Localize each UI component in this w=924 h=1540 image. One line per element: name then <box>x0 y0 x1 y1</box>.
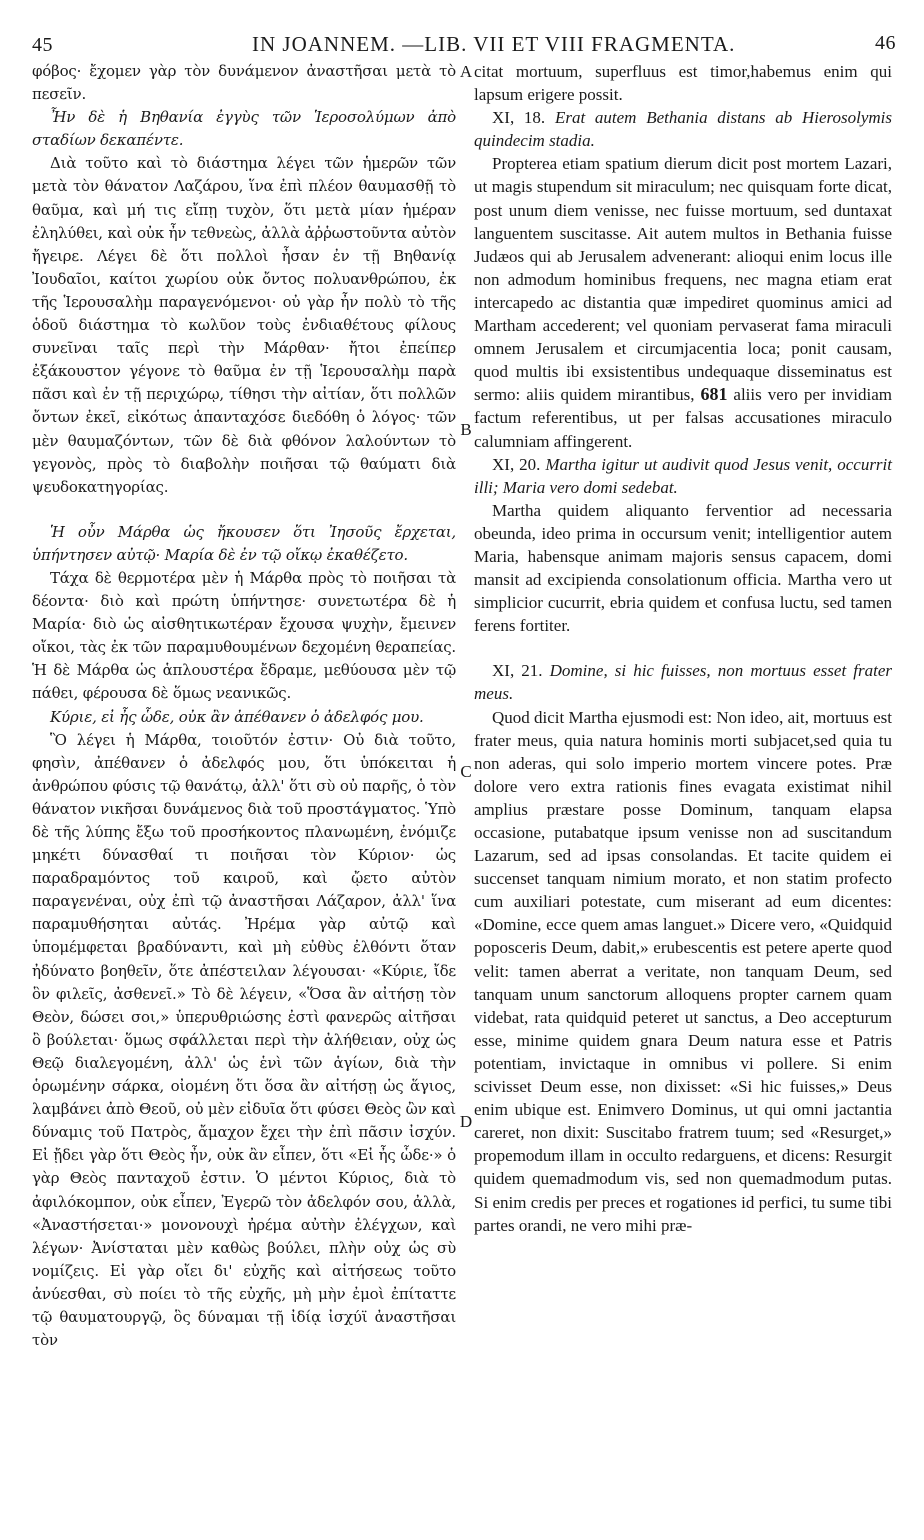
latin-lemma: Erat autem Bethania distans ab Hierosolymis quindecim stadia. <box>474 108 892 151</box>
greek-column <box>32 60 456 1352</box>
greek-paragraph: Διὰ τοῦτο καὶ τὸ διάστημα λέγει τῶν ἡμερῶν τῶν μετὰ τὸν θάνατον Λαζάρου, ἵνα ἐπὶ πλέον θαυμασθῇ τὸ θαῦμα, καὶ μή τις εἴπῃ τυχὸν, ὅτι μετὰ μίαν ἡμέραν ἐληλύθει, καὶ οὐκ ἦν τεθνεὼς, ἀλλὰ ἀῤῥωστοῦντα αὐτὸν ἤγειρε. Λέγει δὲ ὅτι πολλοὶ ἦσαν ἐν τῇ Βηθανίᾳ Ἰουδαῖοι, καίτοι χωρίου οὐκ ὄντος πολυανθρώπου, ἐκ τῆς Ἱερουσαλὴμ παραγενόμενοι· οὐ γὰρ ἦν πολὺ τὸ τῆς ὁδοῦ διάστημα τὸ κωλῦον τοὺς ἐνδιαθέτους φίλους συνεῖναι ταῖς περὶ τὴν Μάρθαν· ἤτοι ἐπείπερ ἐξάκουστον γέγονε τὸ θαῦμα ἐν τῇ Ἱερουσαλὴμ παρὰ πᾶσι καὶ ἐν τῇ περιχώρῳ, τίθησι τὴν αἰτίαν, ὅτι πολλῶν ὄντων ἐκεῖ, εἰκότως ἁπανταχόσε διεδόθη ὁ λόγος· τῶν μὲν θαυμαζόντων, τῶν δὲ διὰ φθόνον λαλούντων τὸ γεγονὸς, πρὸς τὸ διαβολὴν ποιῆσαι τῷ θαύματι διὰ ψευδοκατηγορίας. <box>32 154 456 496</box>
running-title: IN JOANNEM. —LIB. VII ET VIII FRAGMENTA. <box>252 32 736 56</box>
page-number-left: 45 <box>32 34 53 56</box>
latin-lemma: Martha igitur ut audivit quod Jesus venit, occurrit illi; Maria vero domi sedebat. <box>474 454 892 497</box>
greek-lemma: Κύριε, εἰ ἦς ὧδε, οὐκ ἂν ἀπέθανεν ὁ ἀδελφός μου. <box>50 707 424 726</box>
greek-lemma: Ἡ οὖν Μάρθα ὡς ἤκουσεν ὅτι Ἰησοῦς ἔρχεται, ὑπήντησεν αὐτῷ· Μαρία δὲ ἐν τῷ οἴκῳ ἐκαθέζετο. <box>32 522 456 564</box>
margin-letter-d: D <box>459 1112 473 1131</box>
column-number: 681 <box>700 384 728 405</box>
latin-paragraph: Propterea etiam spatium dierum dicit post mortem Lazari, ut magis stupendum sit miraculum; nec quisquam forte dicat, post unum diem venisse, nec fuisse mortuum, sed duntaxat languentem suscitasse. Ait autem multos in Bethania fuisse Judæos qui ab Jerusalem advenerant: alioqui enim locus ille non admodum hominibus frequens, nec magna etiam erat intercapedo ac distantia quæ impediret quominus amici ad Martham accederent; vel quoniam pervaserat fama miraculi omnem Jerusalem et circumjacentia loca; ponit causam, quod multis ibi exsistentibus undequaque disseminatus est sermo: aliis quidem mirantibus, <box>474 154 892 405</box>
latin-lemma: Domine, si hic fuisses, non mortuus esset frater meus. <box>474 661 892 704</box>
latin-paragraph: Quod dicit Martha ejusmodi est: Non ideo, ait, mortuus est frater meus, quia natura hominis morti subjacet,sed quia tu non aderas, qui solo imperio mortem vincere potes. Præ dolore vero extra rationis fines evagata existimat nihil amplius præstare posse Dominum, tanquam elapsa occasione, putabatque ipsum venisse non ad suscitandum Lazarum, sed ad ipsas consolandas. Et tacite quidem ei succenset tanquam nimium morato, et non statim profecto cum auxiliari potestate, cum miserant ad eum dicentes: «Domine, ecce quem amas languet.» Dicere vero, «Quidquid poposceris Deum, dabit,» erubescentis est petere aperte quod velit: tamen aberrat a veritate, non tanquam Deum, sed tanquam unum sanctorum alloquens propter carnem quam videbat, rata quidquid peteret ut sanctus, a Deo accepturum esse, minime quidem gnara Deum natura esse et Patris potentiam, invictaque in omnibus vi pollere. Si enim scivisset Deum esse, non dixisset: «Si hic fuisses,» Deus enim ubique est. Enimvero Dominus, ut qui omni jactantia careret, non dixit: Suscitabo fratrem tuum; sed «Resurget,» propemodum illam in occulto redarguens, et dicens: Resurgit quidem quemadmodum vis, sed non quemadmodum putas. Si enim credis per preces et rogationes id perfici, tu sume tibi partes orandi, ne vero mihi præ- <box>474 707 892 1235</box>
margin-letter-b: B <box>460 420 472 439</box>
greek-paragraph: Ὃ λέγει ἡ Μάρθα, τοιοῦτόν ἐστιν· Οὐ διὰ τοῦτο, φησὶν, ἀπέθανεν ὁ ἀδελφός μου, ὅτι ὑπόκειται ἡ ἀνθρώπου φύσις τῷ θανάτῳ, ἀλλ' ὅτι σὺ οὐ παρῆς, ὁ τὸν θάνατον νικῆσαι δυνάμενος διὰ τοῦ προστάγματος. Ὑπὸ δὲ τῆς λύπης ἔξω τοῦ προσήκοντος πλανωμένη, ἐνόμιζε μηκέτι δύνασθαί τι ποιῆσαι τὸν Κύριον· ὡς παραδραμόντος τοῦ καιροῦ, καὶ ᾤετο αὐτὸν παραγενέναι, οὐχ ἐπὶ τῷ ἀναστῆσαι Λάζαρον, ἀλλ' ἵνα παραμυθήσηται αὐτάς. Ἠρέμα γὰρ αὐτῷ καὶ ὑπομέμφεται βραδύναντι, καὶ μὴ εὐθὺς ἐλθόντι ὅταν ἠδύνατο βοηθεῖν, ὅτε ἀπέστειλαν λέγουσαι· «Κύριε, ἴδε ὃν φιλεῖς, ἀσθενεῖ.» Τὸ δὲ λέγειν, «Ὅσα ἂν αἰτήσῃ τὸν Θεὸν, δώσει σοι,» ὑπερυθριώσης ἐστὶ φανερῶς αἰτῆσαι ὃ βούλεται· ὅμως σφάλλεται περὶ τὴν ἀλήθειαν, οὐχ ὡς Θεῷ διαλεγομένη, ἀλλ' ὡς ἑνὶ τῶν ἁγίων, διὰ τὴν ὁρωμένην σάρκα, οἰομένη ὅτι ὅσα ἂν αἰτήσῃ ὡς ἅγιος, λαμβάνει ἀπὸ Θεοῦ, οὐ μὲν εἰδυῖα ὅτι φύσει Θεὸς ὢν καὶ δύναμις τοῦ Πατρὸς, ἄμαχον ἔχει τὴν ἐπὶ πᾶσιν ἰσχύν. Εἰ ᾔδει γὰρ ὅτι Θεὸς ἦν, οὐκ ἂν εἶπεν, ὅτι «Εἰ ἦς ὧδε·» ὁ γὰρ Θεὸς πανταχοῦ ἐστιν. Ὁ μέντοι Κύριος, διὰ τὸ ἀφιλόκομπον, οὐκ εἶπεν, Ἐγερῶ τὸν ἀδελφόν σου, ἀλλὰ, «Ἀναστήσεται·» μονονουχὶ ἠρέμα αὐτὴν ἐλέγχων, καὶ λέγων· Ἀνίσταται μὲν καθὼς βούλει, πλὴν οὐχ ὡς σὺ νομίζεις. Εἰ γὰρ οἴει δι' εὐχῆς καὶ αἰτήσεως τοῦτο ἀνύεσθαι, σὺ ποίει τὸ τῆς εὐχῆς, μὴ μὴν ἐμοὶ ἐπίταττε τῷ θαυματουργῷ, ὃς δύναμαι τῇ ἰδίᾳ ἰσχύϊ ἀναστῆσαι τὸν <box>32 730 456 1350</box>
greek-paragraph: φόβος· ἔχομεν γὰρ τὸν δυνάμενον ἀναστῆσαι μετὰ τὸ πεσεῖν. <box>32 62 456 104</box>
latin-paragraph: Martha quidem aliquanto ferventior ad necessaria obeunda, ideo prima in occursum venit; intelligentior autem Maria, habensque animam majoris sensus capacem, domi mansit ad excipienda consolationum officia. Martha vero ut simplicior cucurrit, ebria quidem et confusa luctu, sed tamen ferens fortiter. <box>474 500 892 636</box>
latin-paragraph: citat mortuum, superfluus est timor,habemus enim qui lapsum erigere possit. <box>474 62 892 105</box>
latin-paragraph: aliis vero per invidiam factum referentibus, ut per falsas accusationes miraculo calumniam affingerent. <box>474 385 892 451</box>
margin-letter-c: C <box>460 762 472 781</box>
latin-lemma-ref: XI, 18. <box>492 108 546 128</box>
greek-paragraph: Τάχα δὲ θερμοτέρα μὲν ἡ Μάρθα πρὸς τὸ ποιῆσαι τὰ δέοντα· διὸ καὶ πρώτη ὑπήντησε· συνετωτέρα δὲ ἡ Μαρία· διὸ ὡς αἰσθητικωτέραν ἔχουσα ψυχὴν, ἔμεινεν οἴκοι, τὰς ἐκ τῶν παραμυθουμένων δεχομένη θεραπείας. Ἡ δὲ Μάρθα ὡς ἁπλουστέρα ἔδραμε, μεθύουσα μὲν τῷ πάθει, φέρουσα δὲ ὅμως νεανικῶς. <box>32 568 456 703</box>
latin-column <box>474 60 892 1237</box>
margin-letter-a: A <box>459 62 473 81</box>
page-number-right: 46 <box>875 32 896 54</box>
latin-lemma-ref: XI, 20. <box>492 454 541 474</box>
greek-lemma: Ἦν δὲ ἡ Βηθανία ἐγγὺς τῶν Ἱεροσολύμων ἀπὸ σταδίων δεκαπέντε. <box>32 108 456 150</box>
latin-lemma-ref: XI, 21. <box>492 661 543 681</box>
running-header <box>26 28 896 58</box>
